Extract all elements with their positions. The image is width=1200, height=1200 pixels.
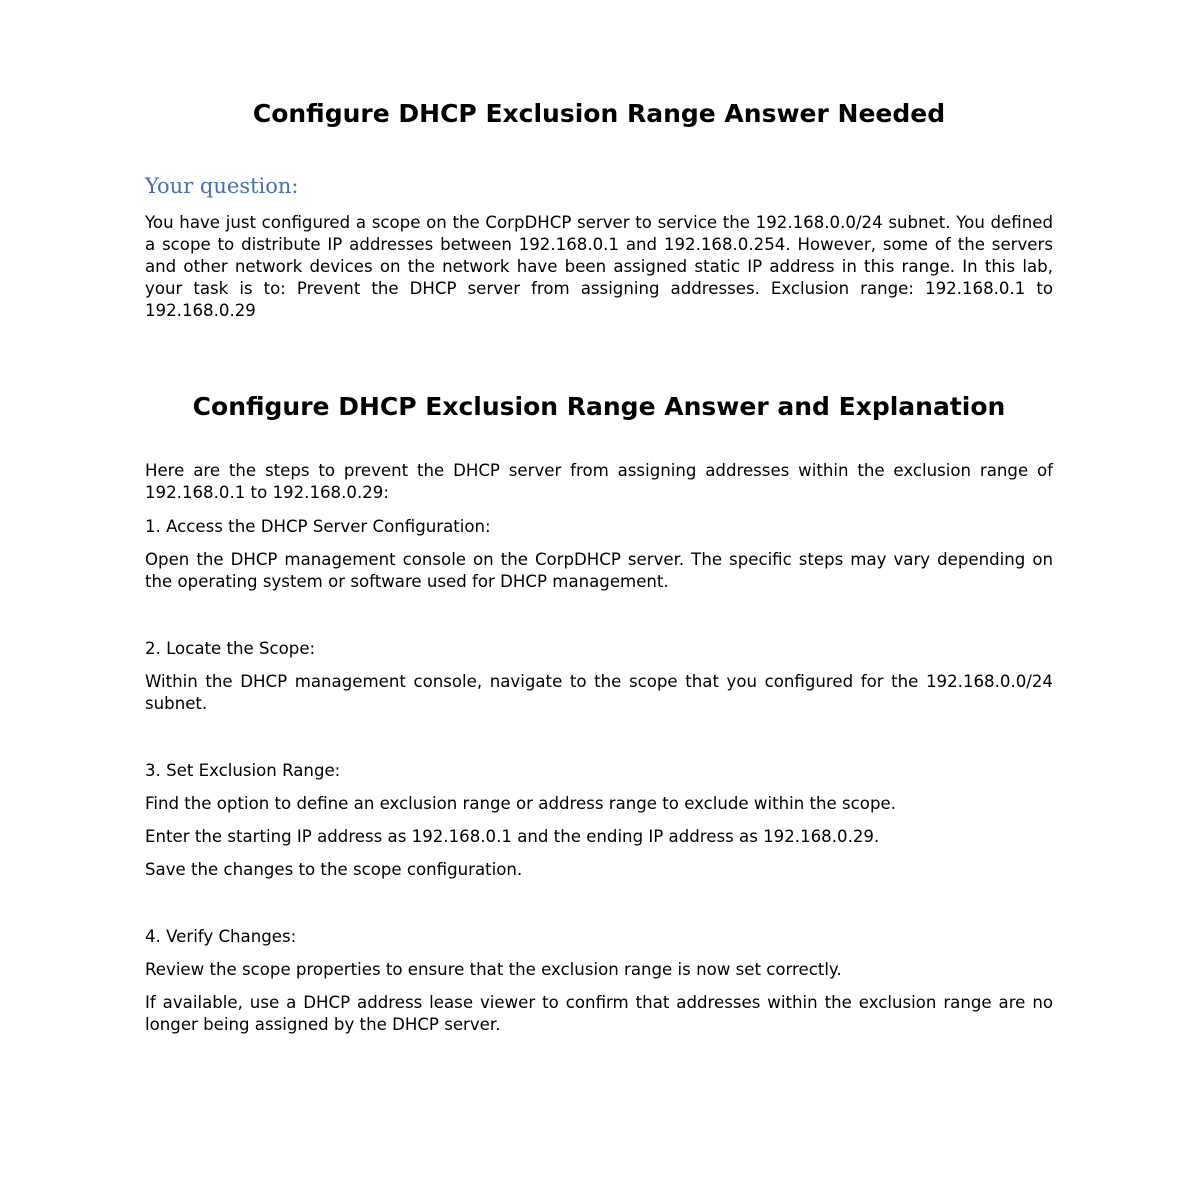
step-line: Within the DHCP management console, navigate to the scope that you configured for the 192.168.0.0/24 subnet.	[145, 672, 1053, 713]
step-title: 1. Access the DHCP Server Configuration:	[145, 517, 491, 536]
step-title: 3. Set Exclusion Range:	[145, 761, 341, 780]
step-line: Save the changes to the scope configuration.	[145, 860, 523, 879]
step-line: Open the DHCP management console on the CorpDHCP server. The specific steps may vary depending on the operating system or software used for DHCP management.	[145, 550, 1053, 591]
document-page	[145, 98, 1053, 1036]
step-title: 2. Locate the Scope:	[145, 639, 316, 658]
question-text: You have just configured a scope on the CorpDHCP server to service the 192.168.0.0/24 subnet. You defined a scope to distribute IP addresses between 192.168.0.1 and 192.168.0.254. However, some of the servers and other network devices on the network have been assigned static IP address in this range. In this lab, your task is to: Prevent the DHCP server from assigning addresses. Exclusion range: 192.168.0.1 to 192.168.0.29	[145, 213, 1053, 320]
step-line: Enter the starting IP address as 192.168.0.1 and the ending IP address as 192.168.0.29.	[145, 827, 880, 846]
answer-title: Configure DHCP Exclusion Range Answer and Explanation	[192, 392, 1006, 421]
step-line: If available, use a DHCP address lease viewer to confirm that addresses within the exclusion range are no longer being assigned by the DHCP server.	[145, 993, 1053, 1034]
step-title: 4. Verify Changes:	[145, 927, 297, 946]
question-heading: Your question:	[145, 174, 299, 198]
intro-paragraph: Here are the steps to prevent the DHCP server from assigning addresses within the exclusion range of 192.168.0.1 to 192.168.0.29:	[145, 461, 1053, 502]
step-line: Review the scope properties to ensure that the exclusion range is now set correctly.	[145, 960, 842, 979]
page-title: Configure DHCP Exclusion Range Answer Needed	[252, 99, 946, 128]
step-line: Find the option to define an exclusion range or address range to exclude within the scope.	[145, 794, 896, 813]
